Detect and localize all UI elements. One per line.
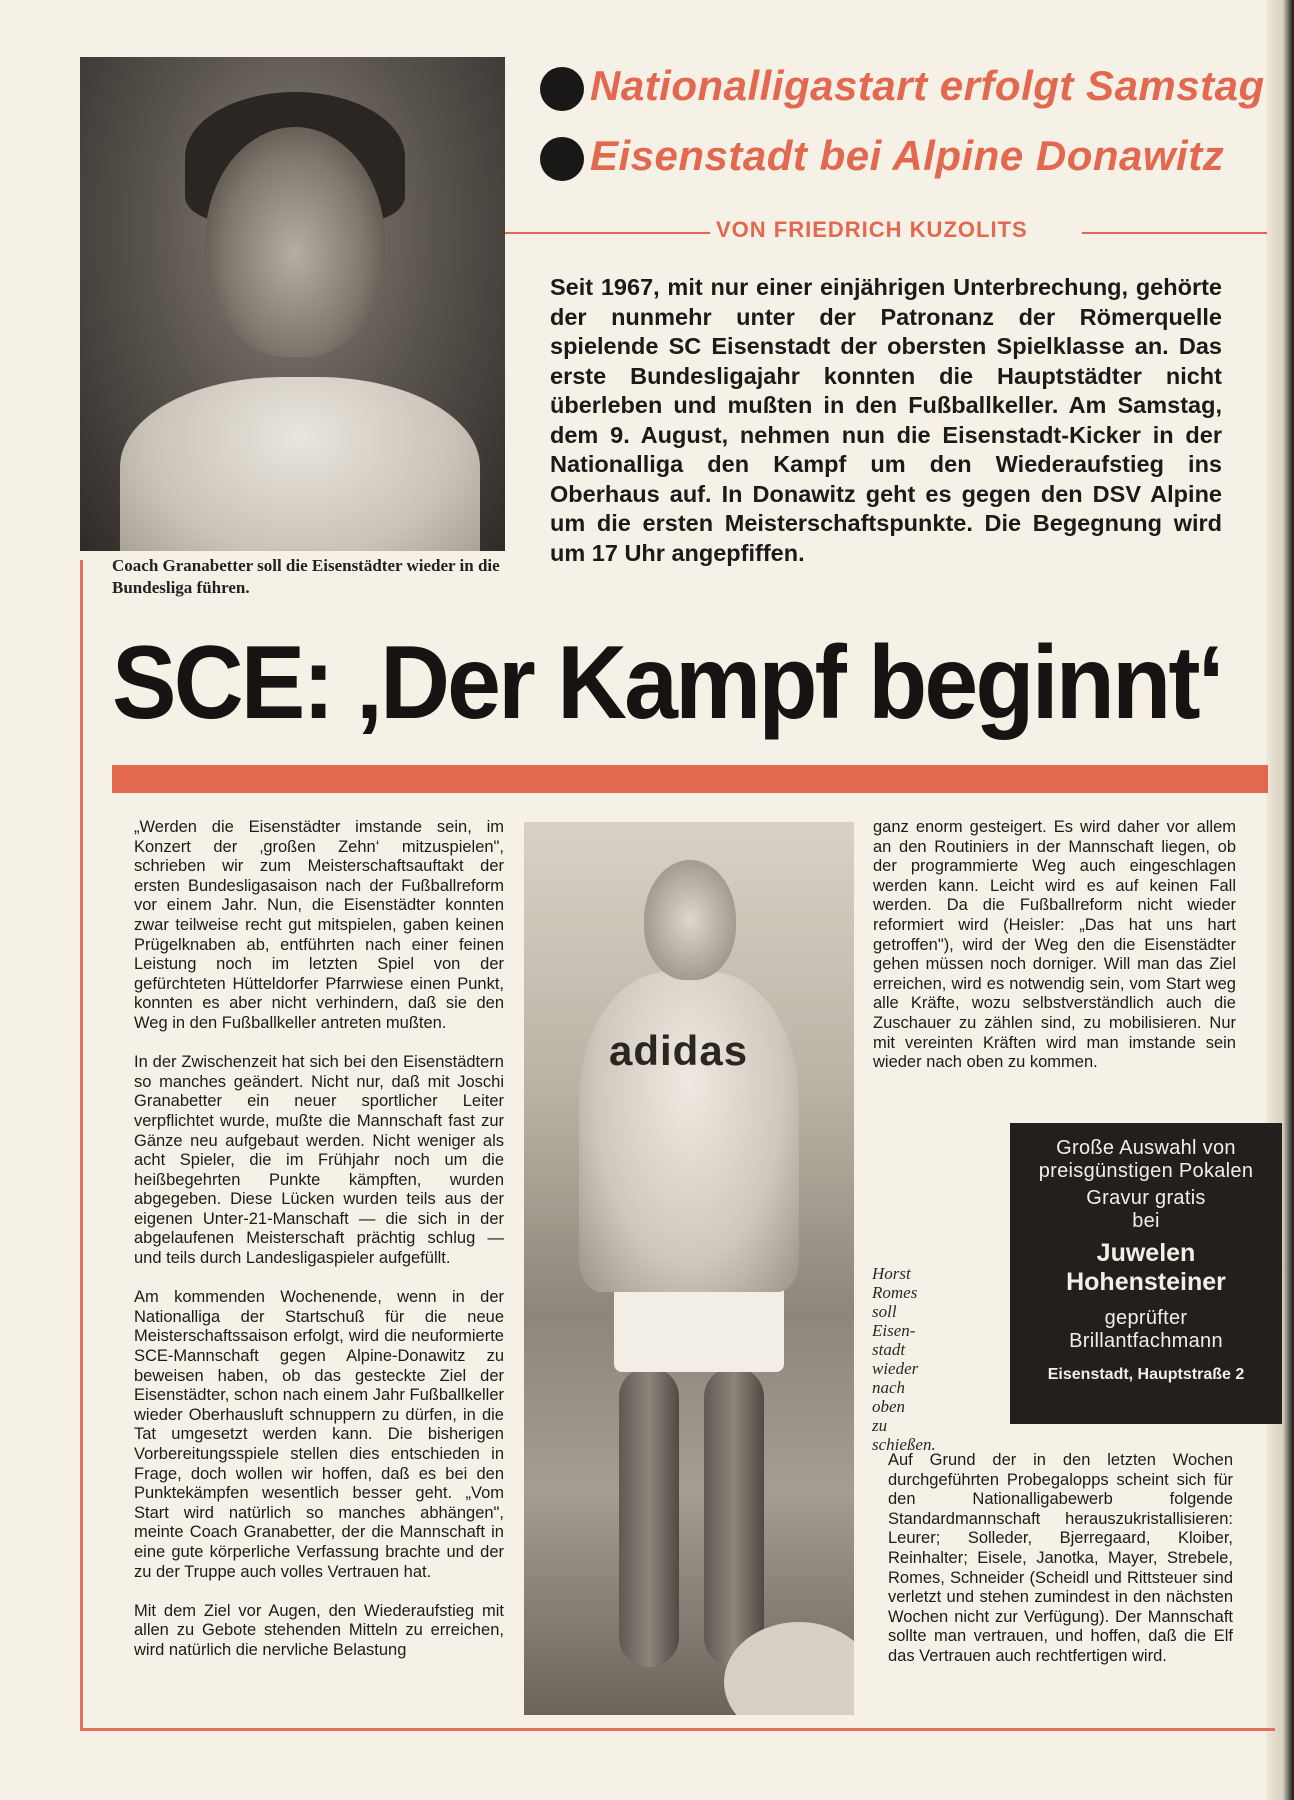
- player-photo: [524, 822, 854, 1715]
- article-column-3: [873, 818, 1236, 1092]
- coach-photo: [80, 57, 505, 551]
- column1-paragraph-2: In der Zwischenzeit hat sich bei den Eisenstädtern so manches geändert. Nicht nur, daß mit Joschi Granabetter ein neuer sportlicher Leiter verpflichtet wurde, mußte die Mannschaft fast zur Gänze neu aufgebaut werden. Nicht weniger als acht Spieler, die im Frühjahr noch um die heißbegehrten Punkte kämpften, wurden abgegeben. Diese Lücken wurden teils aus der eigenen Unter-21-Manschaft — die sich in der abgelaufenen Meisterschaft prächtig schlug — und teils durch Landesligaspieler aufgefüllt.: [134, 1053, 504, 1268]
- ad-line-4: bei: [1132, 1210, 1160, 1232]
- intro-paragraph: Seit 1967, mit nur einer einjährigen Unterbrechung, gehörte der nunmehr unter der Patronanz der Römerquelle spielende SC Eisenstadt der obersten Spielklasse an. Das erste Bundesligajahr konnten die Hauptstädter nicht überleben und mußten in den Fußballkeller. Am Samstag, dem 9. August, nehmen nun die Eisenstadt-Kicker in der Nationalliga den Kampf um den Wiederaufstieg ins Oberhaus auf. In Donawitz geht es gegen den DSV Alpine um die ersten Meisterschaftspunkte. Die Begegnung wird um 17 Uhr angepfiffen.: [550, 274, 1222, 566]
- frame-bottom-rule: [80, 1728, 1275, 1731]
- main-headline: SCE: ‚Der Kampf beginnt‘: [112, 625, 1222, 741]
- coach-photo-shirt: [120, 377, 480, 551]
- ad-address: Eisenstadt, Hauptstraße 2: [1047, 1366, 1245, 1383]
- caption-line: Romes: [872, 1283, 918, 1302]
- player-photo-shirt: [579, 972, 799, 1292]
- headline-bullet-2: [540, 137, 584, 181]
- caption-line: schießen.: [872, 1435, 936, 1454]
- caption-line: Eisen-: [872, 1321, 916, 1340]
- jeweler-advertisement: [1010, 1123, 1282, 1424]
- ad-line-8: Brillantfachmann: [1069, 1330, 1223, 1352]
- column1-paragraph-1: „Werden die Eisenstädter imstande sein, im Konzert der ‚großen Zehn‘ mitzuspielen", schrieben wir zum Meisterschaftsauftakt der ersten Bundesligasaison nach der Fußballreform vor einem Jahr. Nun, die Eisenstädter konnten zwar teilweise recht gut mitspielen, gaben keinen Prügelknaben ab, entführten nach einer feinen Leistung noch im letzten Spiel von der gefürchteten Hütteldorfer Pfarrwiese einen Punkt, konnten es aber nicht verhindern, daß sie den Weg in den Fußballkeller antreten mußten.: [134, 818, 504, 1032]
- coach-photo-caption: Coach Granabetter soll die Eisenstädter wieder in die Bundesliga führen.: [112, 556, 500, 597]
- byline: VON FRIEDRICH KUZOLITS: [712, 217, 1032, 243]
- player-photo-leg: [619, 1367, 679, 1667]
- page-edge: [1266, 0, 1294, 1800]
- ad-line-7: geprüfter: [1104, 1307, 1188, 1329]
- headline-bullet-1: [540, 67, 584, 111]
- coach-photo-head: [205, 127, 385, 357]
- caption-line: soll: [872, 1302, 897, 1321]
- caption-line: Horst: [872, 1264, 911, 1283]
- player-photo-head: [644, 860, 736, 980]
- ad-jeweler-name-1: Juwelen: [1096, 1239, 1196, 1267]
- ad-jeweler-name-2: Hohensteiner: [1066, 1268, 1226, 1296]
- headline-red-bar: [112, 765, 1268, 793]
- shirt-logo-text: adidas: [609, 1027, 749, 1074]
- byline-rule-left: [505, 232, 710, 234]
- column3-paragraph-1: ganz enorm gesteigert. Es wird daher vor allem an den Routiniers in der Mannschaft liegen, ob der programmierte Weg auch eingeschlagen werden kann. Leicht wird es auf keinen Fall werden. Da die Fußballreform nicht wieder reformiert wird (Heisler: „Das hat uns hart getroffen"), wird der Weg den die Eisenstädter gehen müssen noch dorniger. Will man das Ziel erreichen, wird es notwendig sein, vom Start weg alle Kräfte, wozu selbstverständlich auch die Zuschauer zu zählen sind, zu mobilisieren. Nur mit vereinten Kräften wird man imstande sein wieder nach oben zu kommen.: [873, 818, 1236, 1072]
- headline-line-1: Nationalligastart erfolgt Samstag: [590, 62, 1265, 109]
- player-photo-caption: [872, 1264, 952, 1454]
- caption-line: wieder: [872, 1359, 919, 1378]
- column1-paragraph-3: Am kommenden Wochenende, wenn in der Nationalliga der Startschuß für die neue Meisterschaftssaison erfolgt, wird die neuformierte SCE-Mannschaft gegen Alpine-Donawitz zu beweisen haben, ob das gesteckte Ziel der Eisenstädter, schon nach einem Jahr Fußballkeller wieder Oberhausluft schnuppern zu dürfen, in die Tat umgesetzt werden kann. Die bisherigen Vorbereitungsspiele stellen dies entschieden in Frage, doch wollen wir hoffen, daß es bei den Punktekämpfen wesentlich besser geht. „Vom Start wird natürlich so manches abhängen", meinte Coach Granabetter, der die Mannschaft in eine gute körperliche Verfassung brachte und der zu der Truppe auch volles Vertrauen hat.: [134, 1288, 504, 1581]
- ad-line-3: Gravur gratis: [1086, 1187, 1206, 1209]
- column3-paragraph-2: Auf Grund der in den letzten Wochen durchgeführten Probegalopps scheint sich für den Nationalligabewerb folgende Standardmannschaft herauszukristallisieren: Leurer; Solleder, Bjerregaard, Kloiber, Reinhalter; Eisele, Janotka, Mayer, Strebele, Romes, Schneider (Scheidl und Rittsteuer sind verletzt und stehen zumindest in den nächsten Wochen nicht zur Verfügung). Der Mannschaft sollte man vertrauen, und hoffen, daß die Elf das Vertrauen auch rechtfertigen wird.: [888, 1451, 1233, 1665]
- ad-line-2: preisgünstigen Pokalen: [1038, 1160, 1254, 1182]
- frame-left-rule: [80, 560, 83, 1730]
- caption-line: stadt: [872, 1340, 906, 1359]
- player-photo-leg: [704, 1367, 764, 1667]
- caption-line: oben: [872, 1397, 906, 1416]
- column1-paragraph-4: Mit dem Ziel vor Augen, den Wiederaufstieg mit allen zu Gebote stehenden Mitteln zu erreichen, wird natürlich die nervliche Belastung: [134, 1601, 504, 1659]
- ad-line-1: Große Auswahl von: [1056, 1137, 1236, 1159]
- caption-line: zu: [872, 1416, 888, 1435]
- article-column-1: [134, 818, 504, 1680]
- byline-rule-right: [1082, 232, 1267, 234]
- article-column-3-continued: [888, 1451, 1233, 1686]
- headline-line-2: Eisenstadt bei Alpine Donawitz: [590, 132, 1225, 179]
- caption-line: nach: [872, 1378, 906, 1397]
